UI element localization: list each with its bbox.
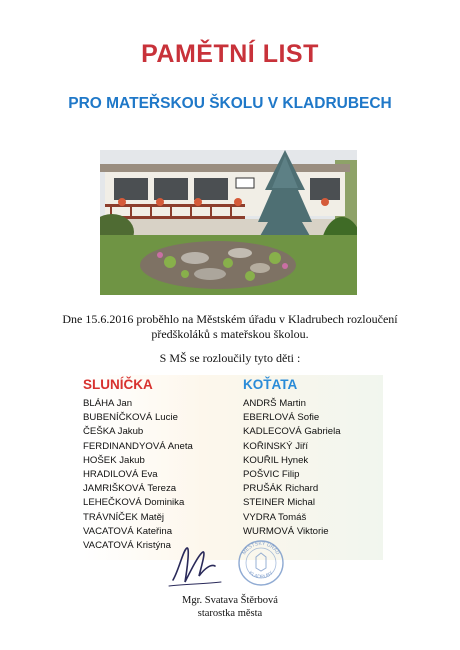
intro-line: předškoláků s mateřskou školou.: [151, 327, 309, 341]
child-name: EBERLOVÁ Sofie: [243, 412, 320, 424]
child-name: HOŠEK Jakub: [83, 454, 145, 466]
class-column-slunicka: [83, 375, 193, 553]
child-name: PRUŠÁK Richard: [243, 483, 319, 495]
children-list: [83, 397, 193, 553]
child-name: HRADILOVÁ Eva: [83, 468, 158, 480]
signer-role: starostka města: [197, 608, 263, 619]
child-name: POŠVIC Filip: [243, 468, 300, 480]
signer-block: [0, 594, 460, 620]
child-name: KOŘINSKÝ Jiří: [243, 440, 309, 452]
class-name: SLUNÍČKA: [83, 377, 153, 392]
stamp-text-bottom: KLADRUBY: [247, 570, 275, 581]
children-list: [243, 397, 341, 539]
child-name: FERDINANDYOVÁ Aneta: [83, 440, 193, 452]
child-name: STEINER Michal: [243, 497, 315, 509]
page-title: PAMĚTNÍ LIST: [141, 40, 319, 68]
child-name: KOUŘIL Hynek: [243, 454, 309, 466]
municipal-seal-icon: [236, 538, 286, 588]
stamp-text-top: MĚSTSKÝ ÚŘAD: [241, 540, 281, 556]
child-name: BUBENÍČKOVÁ Lucie: [83, 412, 178, 424]
class-lists: [83, 375, 383, 560]
child-name: TRÁVNÍČEK Matěj: [83, 511, 165, 523]
kindergarten-building-photo: [100, 150, 357, 295]
farewell-line: S MŠ se rozloučily tyto děti :: [159, 351, 301, 365]
child-name: BLÁHA Jan: [83, 398, 133, 409]
child-name: VACATOVÁ Kristýna: [83, 539, 171, 551]
intro-paragraph: [40, 312, 420, 342]
child-name: ANDRŠ Martin: [243, 398, 306, 409]
signer-name: Mgr. Svatava Štěrbová: [182, 595, 278, 606]
intro-line: Dne 15.6.2016 proběhlo na Městském úřadu v Kladrubech rozloučení: [62, 312, 398, 326]
class-column-kotata: [243, 375, 341, 539]
handwritten-signature-icon: [165, 540, 225, 590]
child-name: VACATOVÁ Kateřina: [83, 525, 173, 537]
class-name: KOŤATA: [243, 377, 298, 392]
child-name: KADLECOVÁ Gabriela: [243, 426, 341, 438]
child-name: LEHEČKOVÁ Dominika: [83, 497, 185, 509]
child-name: WURMOVÁ Viktorie: [243, 525, 329, 537]
child-name: ČEŠKA Jakub: [83, 426, 144, 438]
child-name: VYDRA Tomáš: [243, 511, 307, 523]
child-name: JAMRIŠKOVÁ Tereza: [83, 483, 177, 495]
page-subtitle: PRO MATEŘSKOU ŠKOLU V KLADRUBECH: [68, 95, 392, 112]
